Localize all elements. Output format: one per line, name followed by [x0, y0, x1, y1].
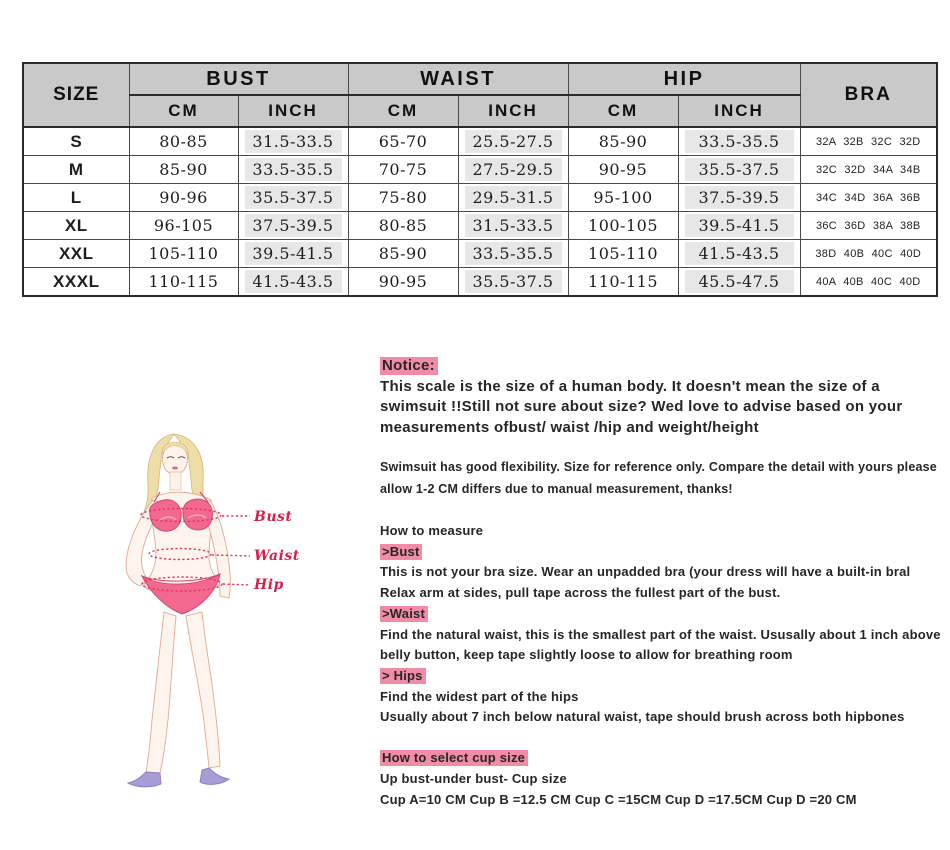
- bust-instruction-line: This is not your bra size. Wear an unpadded bra (your dress will have a built-in bral: [380, 564, 911, 580]
- bra-cell: 40A 40B 40C 40D: [800, 268, 937, 297]
- flexibility-line: allow 1-2 CM differs due to manual measurement, thanks!: [380, 481, 733, 496]
- bust-cm-cell: 80-85: [129, 127, 238, 156]
- bra-cell: 38D 40B 40C 40D: [800, 240, 937, 268]
- waist-inch-header: INCH: [458, 95, 568, 127]
- notice-line: This scale is the size of a human body. It doesn't mean the size of a: [380, 377, 880, 395]
- cup-size-line: Cup A=10 CM Cup B =12.5 CM Cup C =15CM Cup D =17.5CM Cup D =20 CM: [380, 791, 857, 807]
- waist-cm-cell: 80-85: [348, 212, 458, 240]
- cup-size-line: Up bust-under bust- Cup size: [380, 770, 567, 786]
- bust-inch-cell: [238, 212, 348, 240]
- waist-inch-cell: [458, 268, 568, 297]
- bust-inch-header: INCH: [238, 95, 348, 127]
- waist-heading: [380, 604, 941, 625]
- bra-cell: 34C 34D 36A 36B: [800, 184, 937, 212]
- bust-cm-header: CM: [129, 95, 238, 127]
- size-chart-section: [22, 62, 936, 297]
- left-leg: [146, 612, 176, 773]
- hips-instruction-line: Find the widest part of the hips: [380, 688, 579, 704]
- hip-inch-value: 45.5-47.5: [685, 270, 794, 293]
- waist-inch-value: 25.5-27.5: [465, 130, 562, 153]
- measurement-figure-illustration: [108, 428, 358, 796]
- size-cell: M: [23, 156, 129, 184]
- waist-figure-label: Waist: [254, 548, 300, 564]
- hip-cm-header: CM: [568, 95, 678, 127]
- hip-cm-cell: 85-90: [568, 127, 678, 156]
- waist-instruction-line: Find the natural waist, this is the smallest part of the waist. Ususally about 1 inch above: [380, 626, 941, 642]
- bust-inch-cell: [238, 268, 348, 297]
- left-shoe: [128, 772, 161, 787]
- hip-cm-cell: 95-100: [568, 184, 678, 212]
- notice-line: measurements ofbust/ waist /hip and weight/height: [380, 418, 759, 436]
- size-cell: XXL: [23, 240, 129, 268]
- bust-cm-cell: 85-90: [129, 156, 238, 184]
- waist-inch-cell: [458, 184, 568, 212]
- notice-heading: [380, 356, 902, 377]
- table-row-s: [23, 127, 937, 156]
- lips: [172, 467, 178, 470]
- size-cell: S: [23, 127, 129, 156]
- bra-cell: 36C 36D 38A 38B: [800, 212, 937, 240]
- bust-group-header: BUST: [129, 63, 348, 95]
- neck: [170, 472, 181, 490]
- bust-inch-value: 33.5-35.5: [245, 158, 342, 181]
- waist-cm-cell: 65-70: [348, 127, 458, 156]
- bust-inch-cell: [238, 184, 348, 212]
- hips-heading-text: > Hips: [380, 668, 426, 684]
- hip-inch-value: 37.5-39.5: [685, 186, 794, 209]
- hip-inch-cell: [678, 127, 800, 156]
- size-column-header: SIZE: [23, 63, 129, 127]
- waist-inch-value: 35.5-37.5: [465, 270, 562, 293]
- hip-inch-cell: [678, 268, 800, 297]
- cup-size-section: [380, 748, 857, 810]
- hip-inch-cell: [678, 212, 800, 240]
- hip-figure-label: Hip: [254, 577, 284, 593]
- notice-line: swimsuit !!Still not sure about size? Wed love to advise based on your: [380, 398, 903, 415]
- hip-cm-cell: 100-105: [568, 212, 678, 240]
- how-to-measure-heading: How to measure: [380, 523, 484, 538]
- waist-cm-header: CM: [348, 95, 458, 127]
- bust-inch-cell: [238, 240, 348, 268]
- hip-group-header: HIP: [568, 63, 800, 95]
- hips-instruction-line: Usually about 7 inch below natural waist, tape should brush across both hipbones: [380, 709, 905, 725]
- bust-inch-value: 35.5-37.5: [245, 186, 342, 209]
- hip-cm-cell: 90-95: [568, 156, 678, 184]
- bust-figure-label: Bust: [254, 509, 293, 525]
- bust-heading: [380, 542, 941, 563]
- size-cell: XXXL: [23, 268, 129, 297]
- bra-cell: 32C 32D 34A 34B: [800, 156, 937, 184]
- hip-inch-value: 39.5-41.5: [685, 214, 794, 237]
- table-header-row-groups: [23, 63, 937, 95]
- table-row-xl: [23, 212, 937, 240]
- bust-inch-value: 37.5-39.5: [245, 214, 342, 237]
- table-row-xxl: [23, 240, 937, 268]
- bust-inch-value: 39.5-41.5: [245, 242, 342, 265]
- table-row-m: [23, 156, 937, 184]
- bra-column-header: BRA: [800, 63, 937, 127]
- cup-size-heading-text: How to select cup size: [380, 750, 528, 766]
- waist-instruction-line: belly button, keep tape slightly loose to allow for breathing room: [380, 647, 793, 663]
- bust-inch-cell: [238, 127, 348, 156]
- figure-sketch: [108, 428, 358, 796]
- bust-cm-cell: 90-96: [129, 184, 238, 212]
- waist-cm-cell: 90-95: [348, 268, 458, 297]
- bra-left-cup: [150, 500, 181, 531]
- hip-cm-cell: 105-110: [568, 240, 678, 268]
- bust-heading-text: >Bust: [380, 544, 422, 560]
- hip-inch-cell: [678, 240, 800, 268]
- bra-cell: 32A 32B 32C 32D: [800, 127, 937, 156]
- bust-inch-value: 41.5-43.5: [245, 270, 342, 293]
- notice-paragraph: [380, 356, 902, 438]
- size-cell: L: [23, 184, 129, 212]
- waist-leader-line: [212, 555, 250, 556]
- bust-instruction-line: Relax arm at sides, pull tape across the fullest part of the bust.: [380, 585, 781, 601]
- waist-inch-value: 29.5-31.5: [465, 186, 562, 209]
- hip-inch-value: 41.5-43.5: [685, 242, 794, 265]
- bust-inch-cell: [238, 156, 348, 184]
- flexibility-paragraph: [380, 457, 937, 500]
- hip-cm-cell: 110-115: [568, 268, 678, 297]
- size-chart-table: [22, 62, 938, 297]
- notice-heading-text: Notice:: [380, 357, 438, 375]
- right-shoe: [200, 768, 229, 784]
- waist-cm-cell: 75-80: [348, 184, 458, 212]
- hip-inch-cell: [678, 156, 800, 184]
- waist-inch-cell: [458, 156, 568, 184]
- waist-cm-cell: 70-75: [348, 156, 458, 184]
- hips-heading: [380, 666, 941, 687]
- waist-inch-cell: [458, 127, 568, 156]
- hip-inch-value: 33.5-35.5: [685, 130, 794, 153]
- flexibility-line: Swimsuit has good flexibility. Size for reference only. Compare the detail with yours please: [380, 460, 937, 474]
- waist-inch-cell: [458, 240, 568, 268]
- waist-inch-cell: [458, 212, 568, 240]
- how-to-measure-section: [380, 521, 941, 728]
- waist-group-header: WAIST: [348, 63, 568, 95]
- hip-inch-cell: [678, 184, 800, 212]
- table-row-l: [23, 184, 937, 212]
- bust-cm-cell: 110-115: [129, 268, 238, 297]
- waist-inch-value: 27.5-29.5: [465, 158, 562, 181]
- table-header-row-units: [23, 95, 937, 127]
- waist-inch-value: 31.5-33.5: [465, 214, 562, 237]
- cup-size-heading: [380, 748, 857, 769]
- bust-cm-cell: 96-105: [129, 212, 238, 240]
- bust-inch-value: 31.5-33.5: [245, 130, 342, 153]
- waist-cm-cell: 85-90: [348, 240, 458, 268]
- hip-inch-header: INCH: [678, 95, 800, 127]
- waist-inch-value: 33.5-35.5: [465, 242, 562, 265]
- bust-cm-cell: 105-110: [129, 240, 238, 268]
- hip-inch-value: 35.5-37.5: [685, 158, 794, 181]
- waist-heading-text: >Waist: [380, 606, 428, 622]
- right-leg: [186, 612, 220, 768]
- table-row-xxxl: [23, 268, 937, 297]
- size-cell: XL: [23, 212, 129, 240]
